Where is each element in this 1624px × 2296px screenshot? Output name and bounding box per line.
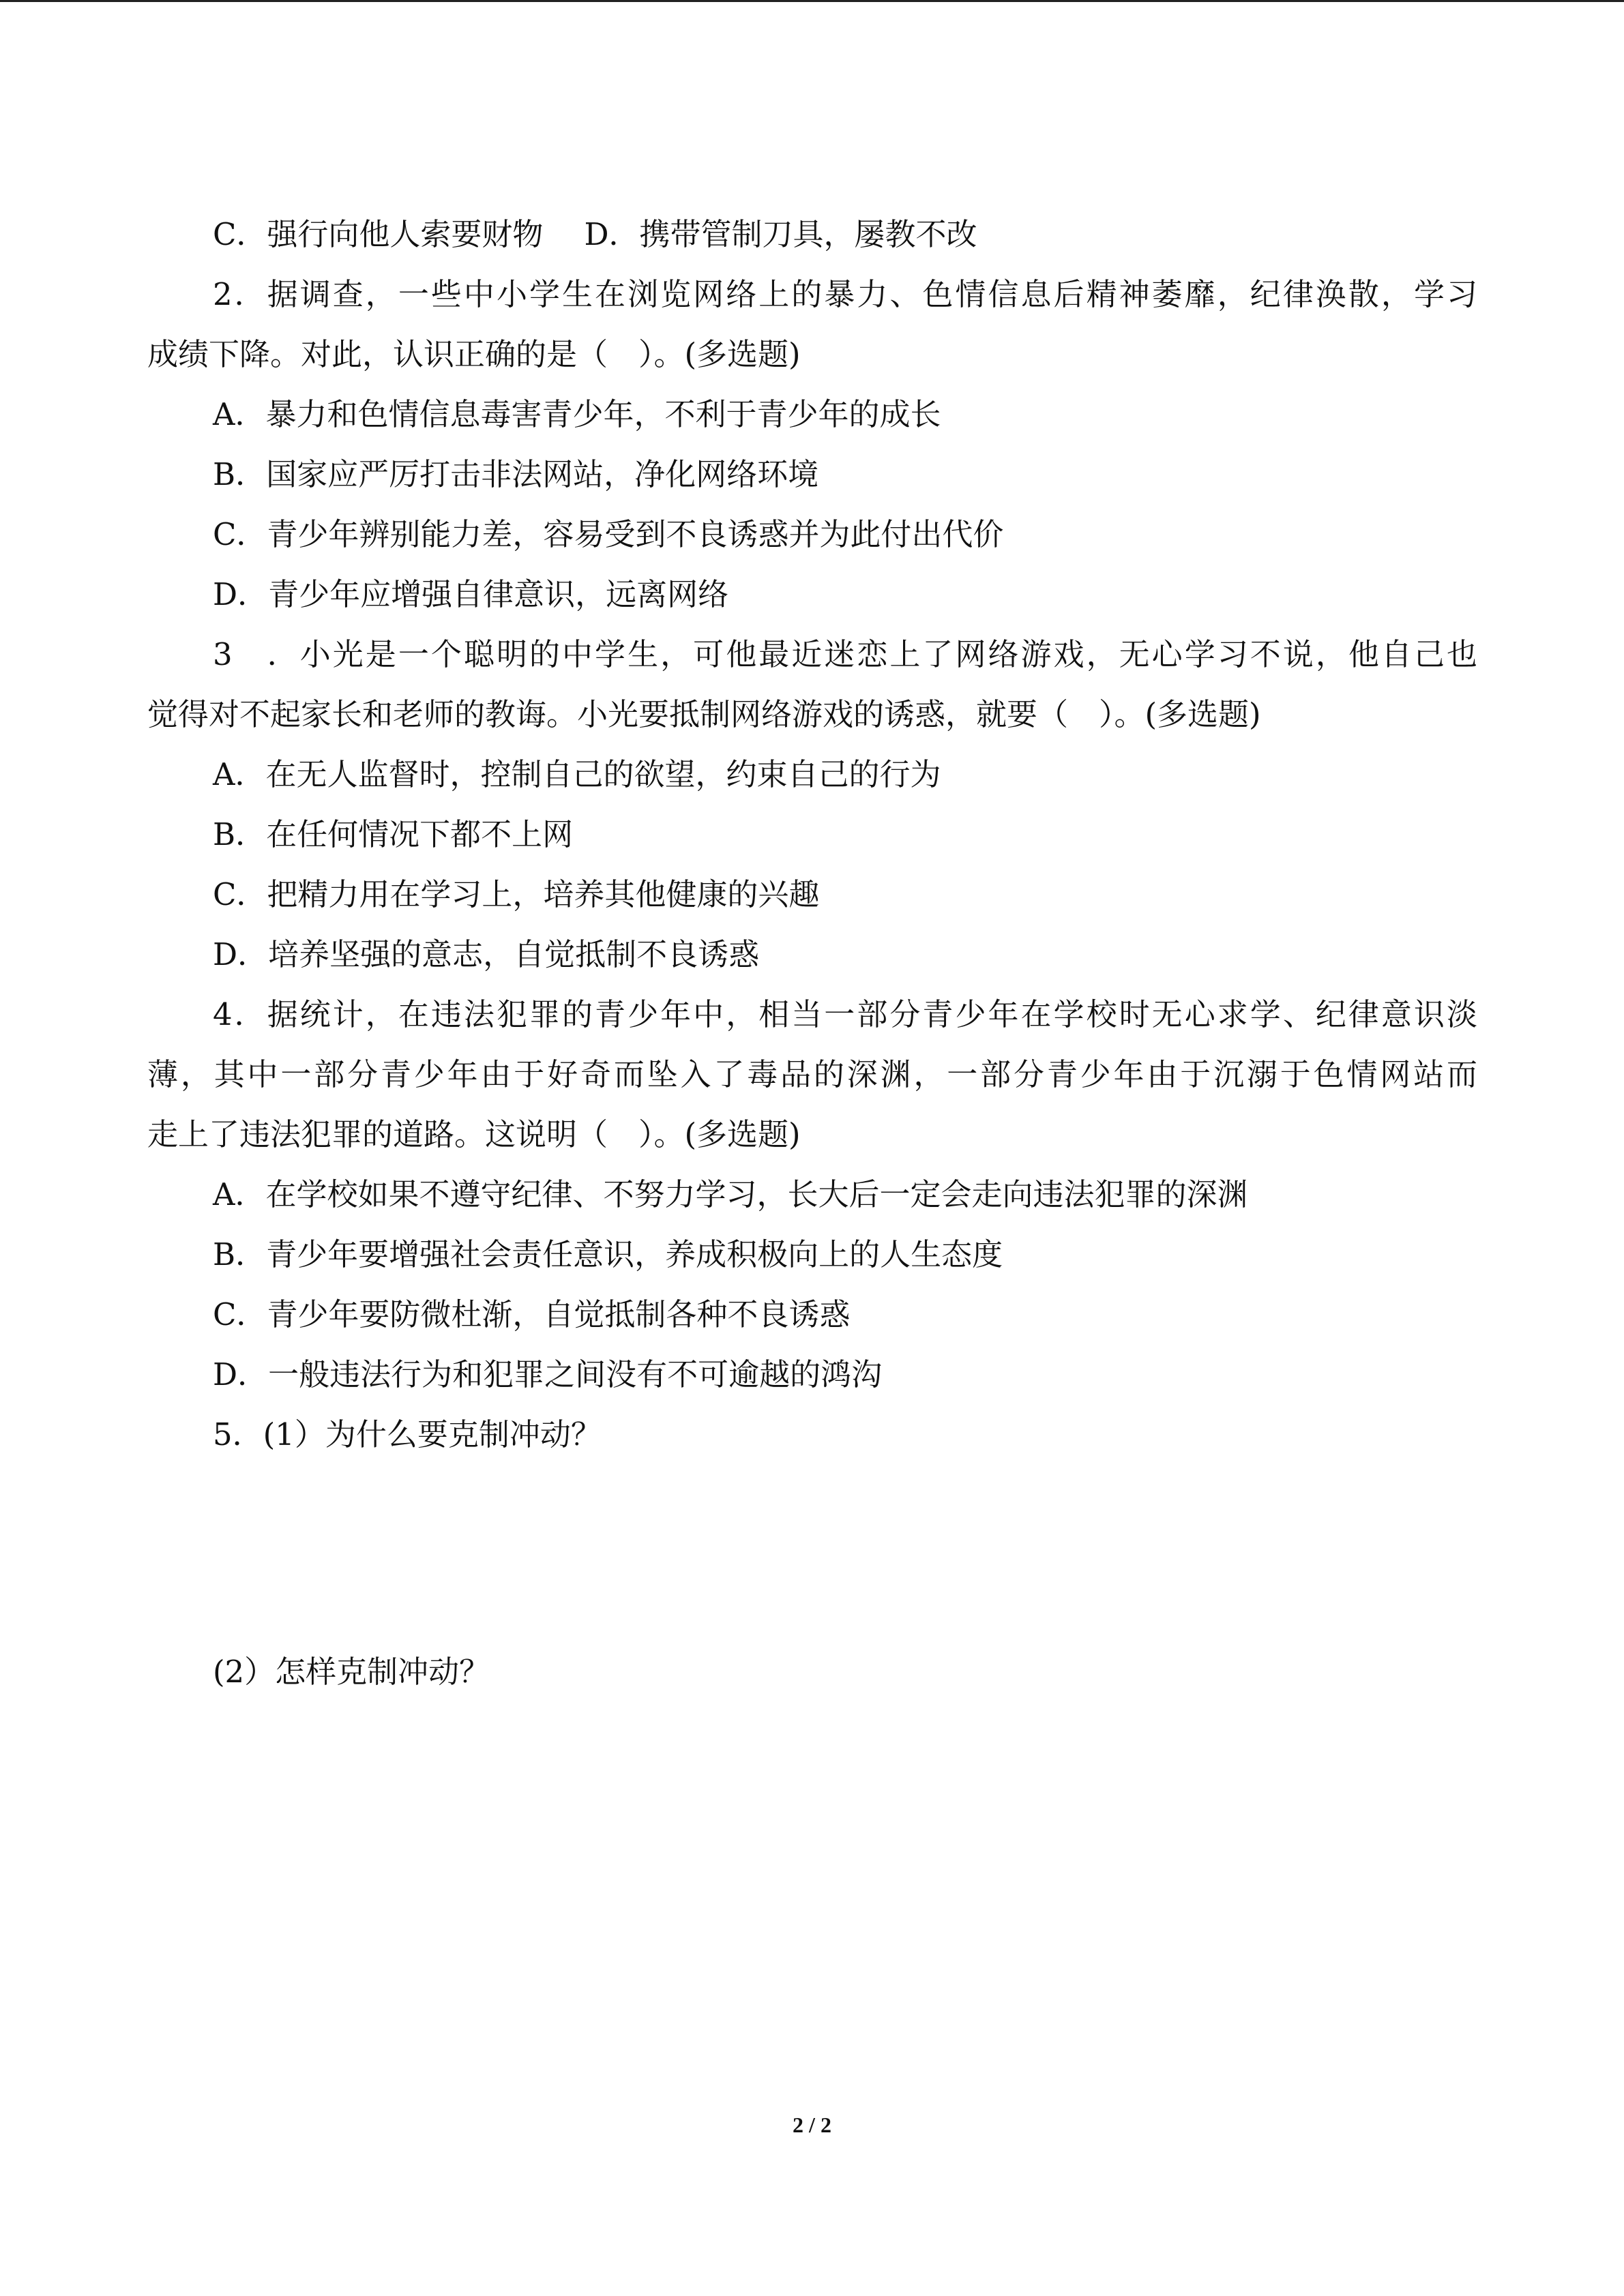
q2-option-d: D．青少年应增强自律意识，远离网络 [213,576,729,612]
answer-space [147,1465,1477,1642]
q2-stem-line-2: 成绩下降。对此，认识正确的是（ ）。(多选题) [147,336,801,372]
q5-part-1: 5．(1）为什么要克制冲动？ [213,1416,602,1452]
q1-options-line [147,205,1477,265]
page-number: 2 / 2 [793,2113,831,2137]
page-top-border [0,0,1624,2]
q2-stem-line-1: 2．据调查，一些中小学生在浏览网络上的暴力、色情信息后精神萎靡，纪律涣散，学习 [213,276,1477,312]
q4-option-a: A．在学校如果不遵守纪律、不努力学习，长大后一定会走向违法犯罪的深渊 [213,1176,1248,1212]
q2-option-a: A．暴力和色情信息毒害青少年，不利于青少年的成长 [213,396,941,432]
q3-option-c: C．把精力用在学习上，培养其他健康的兴趣 [213,876,820,912]
q4-stem-line-2: 薄，其中一部分青少年由于好奇而坠入了毒品的深渊，一部分青少年由于沉溺于色情网站而 [147,1056,1477,1092]
q4-stem-line-1: 4．据统计，在违法犯罪的青少年中，相当一部分青少年在学校时无心求学、纪律意识淡 [213,996,1477,1032]
q3-option-b: B．在任何情况下都不上网 [213,816,574,852]
q3-stem-line-2: 觉得对不起家长和老师的教诲。小光要抵制网络游戏的诱惑，就要（ ）。(多选题) [147,696,1261,732]
q3-option-a: A．在无人监督时，控制自己的欲望，约束自己的行为 [213,756,941,792]
q5-part-2: (2）怎样克制冲动？ [213,1654,490,1690]
q2-option-b: B．国家应严厉打击非法网站，净化网络环境 [213,456,819,492]
q4-option-c: C．青少年要防微杜渐，自觉抵制各种不良诱惑 [213,1296,851,1332]
q4-stem-line-3: 走上了违法犯罪的道路。这说明（ ）。(多选题) [147,1116,801,1152]
q2-option-c: C．青少年辨别能力差，容易受到不良诱惑并为此付出代价 [213,516,1004,552]
q4-option-d: D．一般违法行为和犯罪之间没有不可逾越的鸿沟 [213,1356,883,1392]
q1-option-d: D．携带管制刀具，屡教不改 [584,216,977,252]
q3-option-d: D．培养坚强的意志，自觉抵制不良诱惑 [213,936,760,972]
q4-option-b: B．青少年要增强社会责任意识，养成积极向上的人生态度 [213,1236,1003,1272]
document-body [147,205,1477,1702]
q1-option-c: C．强行向他人索要财物 [213,216,544,252]
q3-stem-line-1: 3 ．小光是一个聪明的中学生，可他最近迷恋上了网络游戏，无心学习不说，他自己也 [213,636,1477,672]
